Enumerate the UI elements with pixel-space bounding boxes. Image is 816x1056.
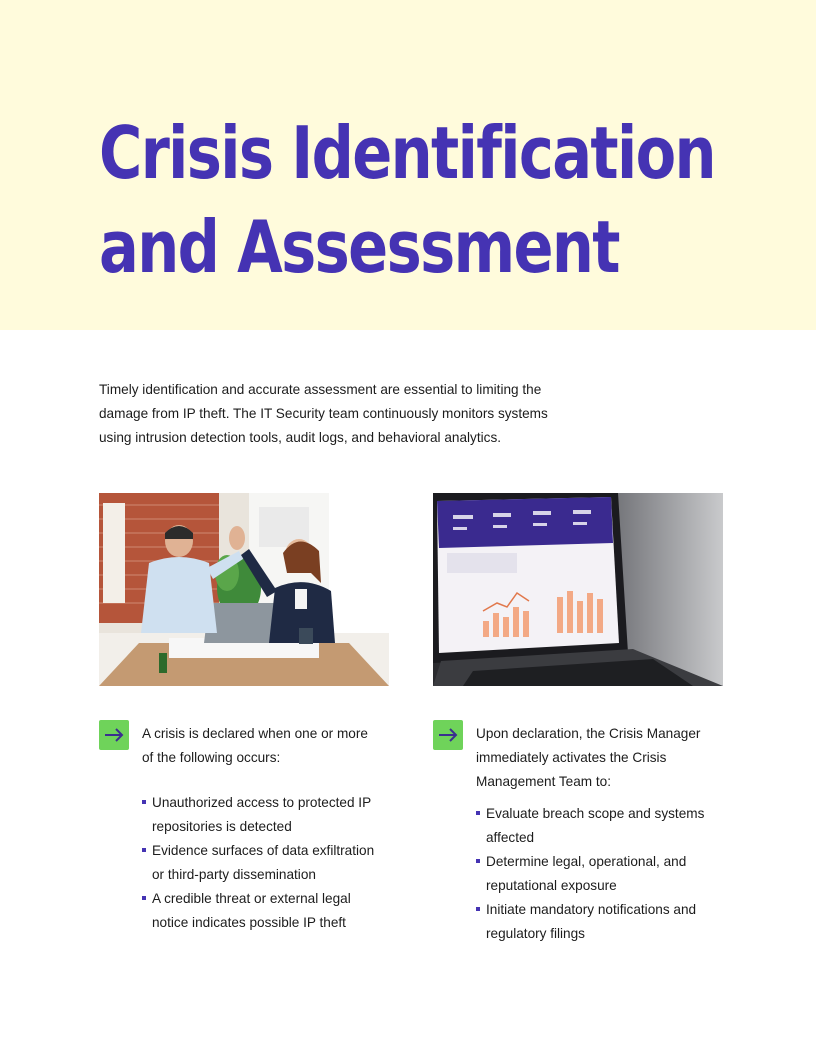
right-lead-text: Upon declaration, the Crisis Manager immediately activates the Crisis Management Team to:: [476, 726, 701, 789]
list-item: Evaluate breach scope and systems affected: [476, 802, 716, 850]
bullet-square-icon: [142, 800, 146, 804]
bullet-square-icon: [142, 848, 146, 852]
bullet-square-icon: [142, 896, 146, 900]
list-item: Evidence surfaces of data exfiltration or third-party dissemination: [142, 839, 382, 887]
list-item: Determine legal, operational, and reputational exposure: [476, 850, 716, 898]
right-bullet-list: [476, 802, 716, 946]
list-item: A credible threat or external legal notice indicates possible IP theft: [142, 887, 382, 935]
page-title: [99, 106, 715, 294]
bullet-square-icon: [476, 811, 480, 815]
title-line-2: and Assessment: [99, 205, 619, 289]
title-line-1: Crisis Identification: [99, 111, 715, 195]
office-high-five-photo: [99, 493, 389, 686]
list-item: Initiate mandatory notifications and regulatory filings: [476, 898, 716, 946]
laptop-dashboard-photo: [433, 493, 723, 686]
intro-paragraph: Timely identification and accurate assessment are essential to limiting the damage from IP theft. The IT Security team continuously monitors systems using intrusion detection tools, audit logs, and behavioral analytics.: [99, 382, 548, 445]
left-bullet-list: [142, 791, 382, 935]
bullet-square-icon: [476, 907, 480, 911]
left-lead-text: A crisis is declared when one or more of the following occurs:: [142, 726, 368, 765]
list-item: Unauthorized access to protected IP repositories is detected: [142, 791, 382, 839]
bullet-square-icon: [476, 859, 480, 863]
arrow-right-icon: [99, 720, 129, 750]
arrow-right-icon: [433, 720, 463, 750]
